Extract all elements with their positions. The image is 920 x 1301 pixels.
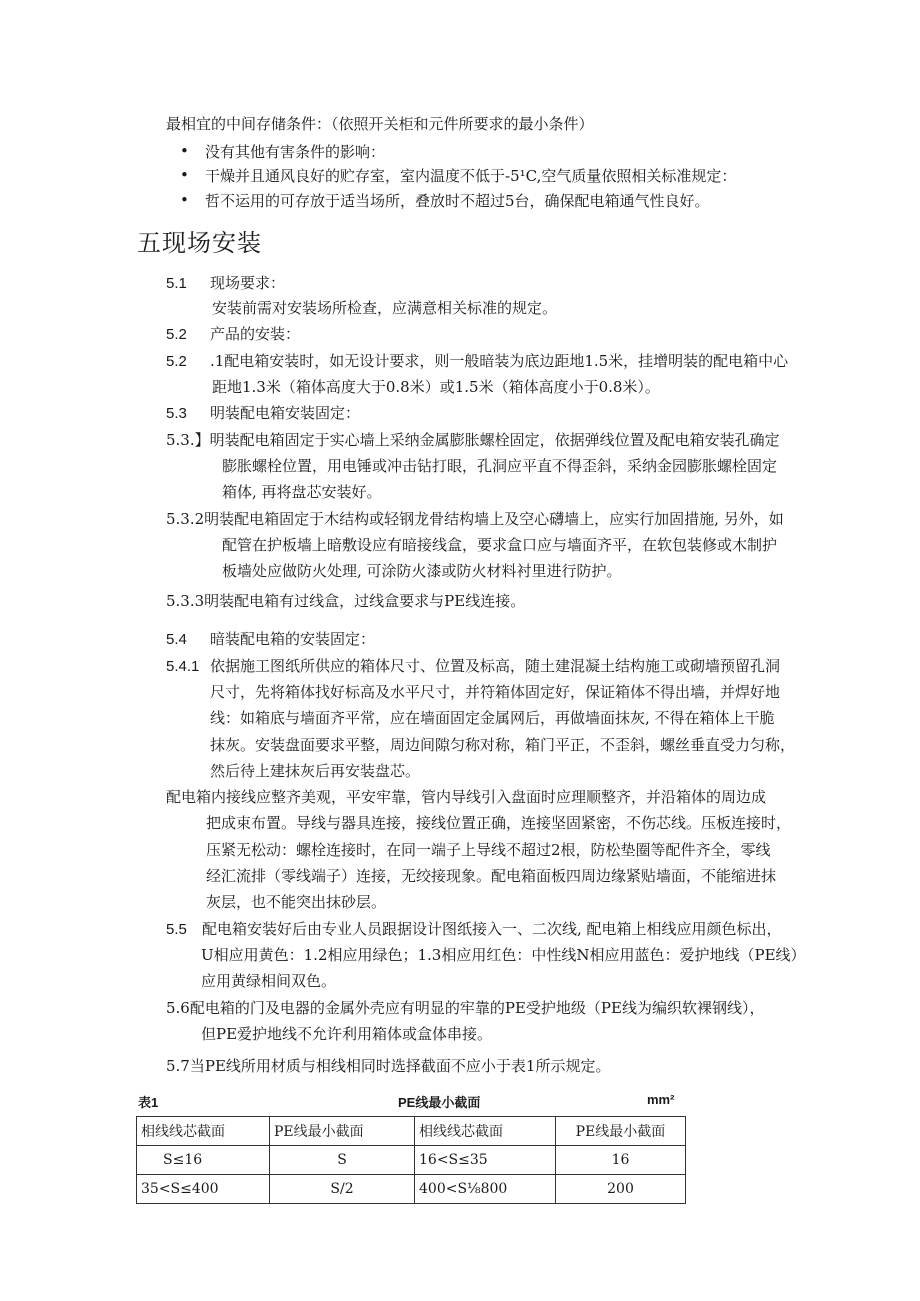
bullet-icon: • — [180, 142, 189, 160]
clause-5-1-body: 安装前需对安装场所检查，应满意相关标准的规定。 — [212, 299, 558, 317]
table-header-row — [137, 1117, 686, 1146]
clause-line: 灰层，也不能突出抹砂层。 — [206, 893, 387, 911]
clause-5-3 — [166, 403, 360, 424]
clause-number: 5.2 — [166, 326, 187, 343]
table-header-cell: 相线线芯截面 — [137, 1117, 270, 1146]
clause-line: 尺寸，先将箱体找好标高及水平尺寸，并符箱体固定好，保证箱体不得出墙，并焊好地 — [210, 683, 781, 701]
clause-line: 配电箱安装好后由专业人员跟据设计图纸接入一、二次线, 配电箱上相线应用颜色标出， — [202, 920, 782, 938]
clause-title: 产品的安装： — [210, 325, 301, 343]
table-row — [137, 1175, 686, 1204]
clause-line: 依据施工图纸所供应的箱体尺寸、位置及标高，随土建混凝土结构施工或砌墙预留孔洞 — [210, 657, 781, 675]
clause-5-7: 5.7当PE线所用材质与相线相同时选择截面不应小于表1所示规定。 — [166, 1057, 611, 1075]
clause-line: 箱体, 再将盘芯安装好。 — [222, 483, 382, 501]
clause-5-5 — [166, 919, 782, 940]
clause-number: 5.2 — [166, 353, 187, 370]
clause-line: 板墙处应做防火处理, 可涂防火漆或防火材料衬里进行防护。 — [222, 562, 622, 580]
clause-number: 5.3 — [166, 405, 187, 422]
bullet-icon: • — [180, 191, 189, 209]
table-row — [137, 1146, 686, 1175]
clause-line: 应用黄绿相间双色。 — [201, 972, 337, 990]
clause-5-1 — [166, 273, 285, 294]
clause-5-4-1 — [166, 656, 780, 677]
table-header-cell: PE线最小截面 — [270, 1117, 415, 1146]
table-cell: 400<S⅛800 — [415, 1175, 556, 1204]
storage-bullet: 没有其他有害条件的影响： — [205, 143, 386, 161]
clause-line: 然后待上建抹灰后再安装盘芯。 — [210, 762, 421, 780]
table-cell: 200 — [556, 1175, 686, 1204]
clause-5-3-1: 5.3.】明装配电箱固定于实心墙上采纳金属膨胀螺栓固定，依据弹线位置及配电箱安装孔确定 — [166, 431, 780, 449]
clause-line: .1配电箱安装时，如无设计要求，则一般暗装为底边距地1.5米，挂增明装的配电箱中心 — [210, 352, 789, 370]
clause-number: 5.4.1 — [166, 658, 200, 675]
clause-title: 明装配电箱安装固定： — [210, 404, 361, 422]
table-label: 表1 — [138, 1095, 159, 1110]
table-cell: 16 — [556, 1146, 686, 1175]
clause-line: 把成束布置。导线与器具连接，接线位置正确，连接坚固紧密，不伤芯线。压板连接时， — [206, 814, 792, 832]
table-cell: 35<S≤400 — [137, 1175, 270, 1204]
wiring-paragraph: 配电箱内接线应整齐美观，平安牢靠，管内导线引入盘面时应理顺整齐，并沿箱体的周边成 — [166, 788, 767, 806]
storage-heading: 最相宜的中间存储条件：（依照开关柜和元件所要求的最小条件） — [166, 115, 594, 133]
clause-5-6: 5.6配电箱的门及电器的金属外壳应有明显的牢靠的PE受护地级（PE线为编织软裸钢线）， — [166, 999, 765, 1017]
clause-line: 配管在护板墙上暗敷设应有暗接线盒，要求盒口应与墙面齐平，在软包装修或木制护 — [222, 536, 778, 554]
clause-line: 膨胀螺栓位置，用电锤或冲击钻打眼，孔洞应平直不得歪斜，采纳金园膨胀螺栓固定 — [222, 457, 778, 475]
clause-5-3-2: 5.3.2明装配电箱固定于木结构或轻钢龙骨结构墙上及空心礴墙上，应实行加固措施, 另外，如 — [166, 510, 784, 528]
clause-number: 5.5 — [166, 921, 187, 938]
clause-line: 经汇流排（零线端子）连接，无绞接现象。配电箱面板四周边缘紧贴墙面，不能缩进抹 — [206, 867, 777, 885]
clause-5-2 — [166, 324, 300, 345]
clause-number: 5.4 — [166, 631, 187, 648]
table-unit: mm² — [647, 1092, 675, 1107]
section-title: 五现场安装 — [137, 229, 262, 257]
table-header-cell: PE线最小截面 — [556, 1117, 686, 1146]
table-cell: S/2 — [270, 1175, 415, 1204]
clause-5-4 — [166, 629, 375, 650]
clause-line: 压紧无松动：螺栓连接时，在同一端子上导线不超过2根，防松垫圈等配件齐全，零线 — [206, 841, 771, 859]
clause-line: U相应用黄色：1.2相应用绿色；1.3相应用红色：中性线N相应用蓝色：爱护地线（PE线） — [201, 946, 806, 964]
clause-title: 暗装配电箱的安装固定： — [210, 630, 376, 648]
clause-line: 抹灰。安装盘面要求平整，周边间隙匀称对称，箱门平正，不歪斜，螺丝垂直受力匀称， — [210, 736, 796, 754]
table-cell: S — [270, 1146, 415, 1175]
clause-5-3-3: 5.3.3明装配电箱有过线盒，过线盒要求与PE线连接。 — [166, 592, 526, 610]
table-cell: 16<S≤35 — [415, 1146, 556, 1175]
storage-bullet: 哲不运用的可存放于适当场所，叠放时不超过5台，确保配电箱通气性良好。 — [205, 192, 710, 210]
clause-line: 距地1.3米（箱体高度大于0.8米）或1.5米（箱体高度小于0.8米）。 — [212, 378, 660, 396]
storage-bullet: 干燥并且通风良好的贮存室，室内温度不低于-5¹C,空气质量依照相关标准规定： — [205, 167, 737, 185]
clause-number: 5.1 — [166, 275, 187, 292]
clause-line: 但PE爱护地线不允许利用箱体或盒体串接。 — [201, 1025, 493, 1043]
bullet-icon: • — [180, 166, 189, 184]
clause-line: 线：如箱底与墙面齐平常，应在墙面固定金属网后，再做墙面抹灰, 不得在箱体上干脆 — [210, 709, 775, 727]
table-header-cell: 相线线芯截面 — [415, 1117, 556, 1146]
clause-title: 现场要求： — [210, 274, 286, 292]
clause-5-2-1 — [166, 351, 788, 372]
table-title: PE线最小截面 — [398, 1095, 481, 1110]
table-cell: S≤16 — [137, 1146, 270, 1175]
pe-section-table — [136, 1116, 686, 1204]
